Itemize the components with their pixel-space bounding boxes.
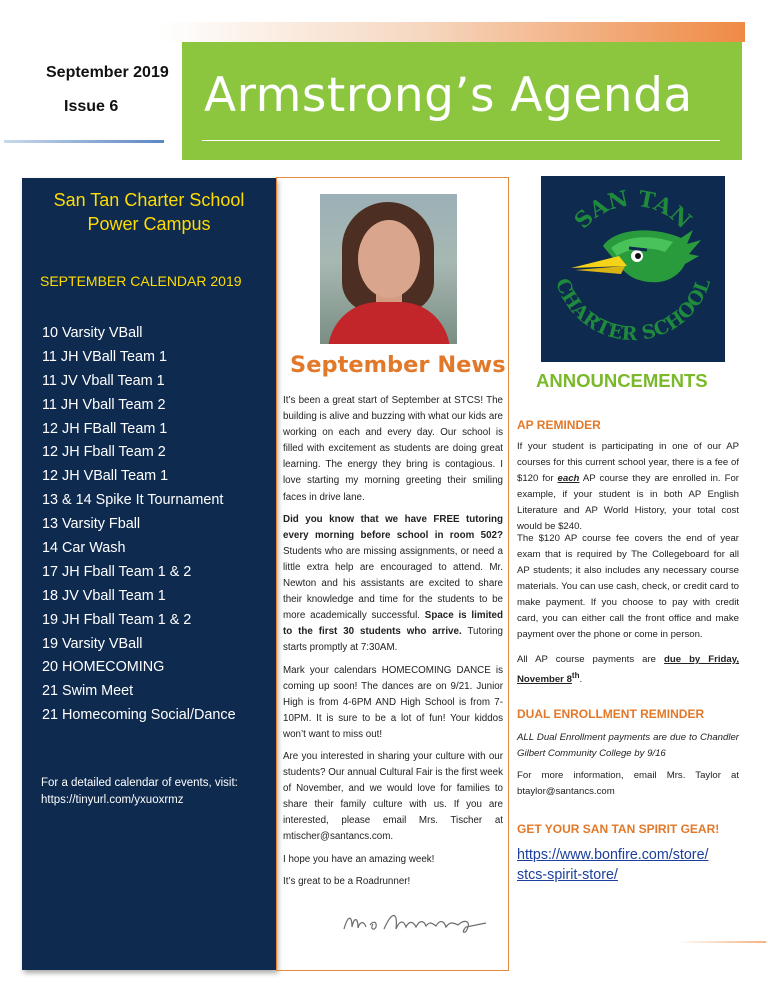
photo-shirt (328, 302, 450, 344)
photo-face (358, 220, 420, 298)
ap-due-date: due by Friday, November 8 (517, 654, 740, 686)
ap-text: If your student is participating in one of our AP courses for this current school year, there is a fee of $120 for (517, 441, 739, 484)
calendar-event: 11 JV Vball Team 1 (42, 372, 165, 389)
issue-number: Issue 6 (64, 98, 119, 115)
calendar-event: 11 JH VBall Team 1 (42, 348, 168, 365)
calendar-event: 21 Homecoming Social/Dance (42, 707, 236, 724)
calendar-event: 18 JV Vball Team 1 (42, 587, 166, 604)
issue-date: September 2019 (46, 64, 169, 81)
header-gradient-bar (160, 22, 745, 42)
spirit-link-line2[interactable]: stcs-spirit-store/ (517, 867, 618, 883)
header-divider (4, 140, 164, 143)
calendar-event: 20 HOMECOMING (42, 659, 165, 676)
announcements-title: ANNOUNCEMENTS (536, 370, 708, 391)
ap-text: . (579, 674, 583, 686)
news-bold-text: Space is limited to the first 30 students who arrive. (283, 610, 503, 638)
news-paragraph: It’s been a great start of September at STCS! The building is alive and buzzing with what our kids are working on each and every day. Our school is filled with excitement as students are doing great learning. The energy they bring is contagious. I love starting my morning greeting their smiling faces in drive lane. (283, 395, 503, 503)
news-paragraph: Mark your calendars HOMECOMING DANCE is coming up soon! The dances are on 9/21. Junior High is from 4-6PM AND High School is from 7-10PM. It is sure to be a lot of fun! Your kiddos won’t want to miss out! (283, 664, 503, 740)
calendar-title: SEPTEMBER CALENDAR 2019 (40, 273, 242, 289)
calendar-event: 12 JH FBall Team 1 (42, 420, 168, 437)
calendar-event: 17 JH Fball Team 1 & 2 (42, 563, 192, 580)
ap-paragraph-3 (517, 652, 739, 688)
news-body (283, 393, 503, 896)
calendar-event: 10 Varsity VBall (42, 325, 143, 341)
logo-text-bottom: CHARTER SCHOOL (550, 275, 716, 346)
ap-text: All AP course payments are (517, 654, 665, 665)
svg-text:CHARTER SCHOOL (551, 275, 715, 345)
calendar-link[interactable]: https://tinyurl.com/yxuoxrmz (41, 794, 184, 806)
calendar-event: 13 Varsity Fball (42, 516, 141, 533)
principal-photo (320, 194, 457, 344)
news-text: Students who are missing assignments, or need a little extra help are encouraged to attend. Mr. Newton and his assistants are excited to share their knowledge and time for the students to be more academically successful. (283, 545, 503, 622)
spirit-gear-title: GET YOUR SAN TAN SPIRIT GEAR! (517, 822, 720, 836)
calendar-event: 12 JH Fball Team 2 (42, 444, 166, 461)
spirit-link-line1[interactable]: https://www.bonfire.com/store/ (517, 847, 709, 863)
news-text: Tutoring starts promptly at 7:30AM. (283, 626, 503, 654)
ap-emphasis: each (557, 473, 580, 484)
dual-paragraph-2: For more information, email Mrs. Taylor at btaylor@santancs.com (517, 770, 739, 797)
calendar-event: 14 Car Wash (42, 540, 126, 557)
calendar-event: 11 JH Vball Team 2 (42, 396, 166, 413)
school-name-line2: Power Campus (87, 214, 211, 234)
news-bold-text: Did you know that we have FREE tutoring every morning before school in room 502? (283, 513, 503, 541)
ap-due-suffix: th (571, 671, 580, 680)
calendar-event: 12 JH VBall Team 1 (42, 468, 169, 485)
school-name (22, 188, 276, 236)
title-banner (182, 42, 742, 160)
news-paragraph: Are you interested in sharing your culture with our students? Our annual Cultural Fair is the first week of November, and we would love for families to share their family culture with us. If you are interested, please email Mrs. Tischer at mtischer@santancs.com. (283, 750, 503, 843)
calendar-event: 21 Swim Meet (42, 683, 134, 700)
news-title: September News (290, 352, 506, 378)
title-underline (202, 140, 720, 141)
news-paragraph (283, 512, 503, 657)
calendar-note: For a detailed calendar of events, visit: (41, 777, 238, 789)
calendar-sidebar (22, 178, 276, 970)
ap-reminder-title: AP REMINDER (517, 418, 601, 432)
calendar-event: 19 JH Fball Team 1 & 2 (42, 611, 192, 628)
news-paragraph: I hope you have an amazing week! (283, 853, 435, 865)
ap-paragraph-1 (517, 439, 739, 535)
calendar-event: 13 & 14 Spike It Tournament (42, 492, 224, 509)
spirit-store-link[interactable] (517, 845, 709, 885)
news-paragraph: It’s great to be a Roadrunner! (283, 875, 411, 887)
calendar-event: 19 Varsity VBall (42, 635, 143, 652)
dual-enrollment-title: DUAL ENROLLMENT REMINDER (517, 707, 705, 721)
calendar-event-list (42, 322, 236, 728)
ap-paragraph-2: The $120 AP course fee covers the end of year exam that is required by The Collegeboard for all AP students; it also includes any necessary course materials. You can use cash, check, or credit card to make payment. If you choose to pay with credit card, you can either call the front office and make payment over the phone or come in person. (517, 533, 739, 640)
dual-paragraph-1: ALL Dual Enrollment payments are due to Chandler Gilbert Community College by 9/16 (517, 732, 739, 759)
footer-gradient-rule (676, 941, 766, 943)
school-name-line1: San Tan Charter School (53, 190, 245, 210)
ap-text: AP course they are enrolled in. For example, if your student is in both AP English Literature and AP World History, your total cost would be $240. (517, 473, 739, 532)
roadrunner-logo (541, 176, 725, 362)
svg-text:SAN TAN (569, 186, 696, 234)
school-logo (541, 176, 725, 362)
newsletter-title: Armstrong’s Agenda (204, 68, 693, 123)
logo-text-top: SAN TAN (569, 185, 697, 235)
signature (340, 909, 490, 937)
